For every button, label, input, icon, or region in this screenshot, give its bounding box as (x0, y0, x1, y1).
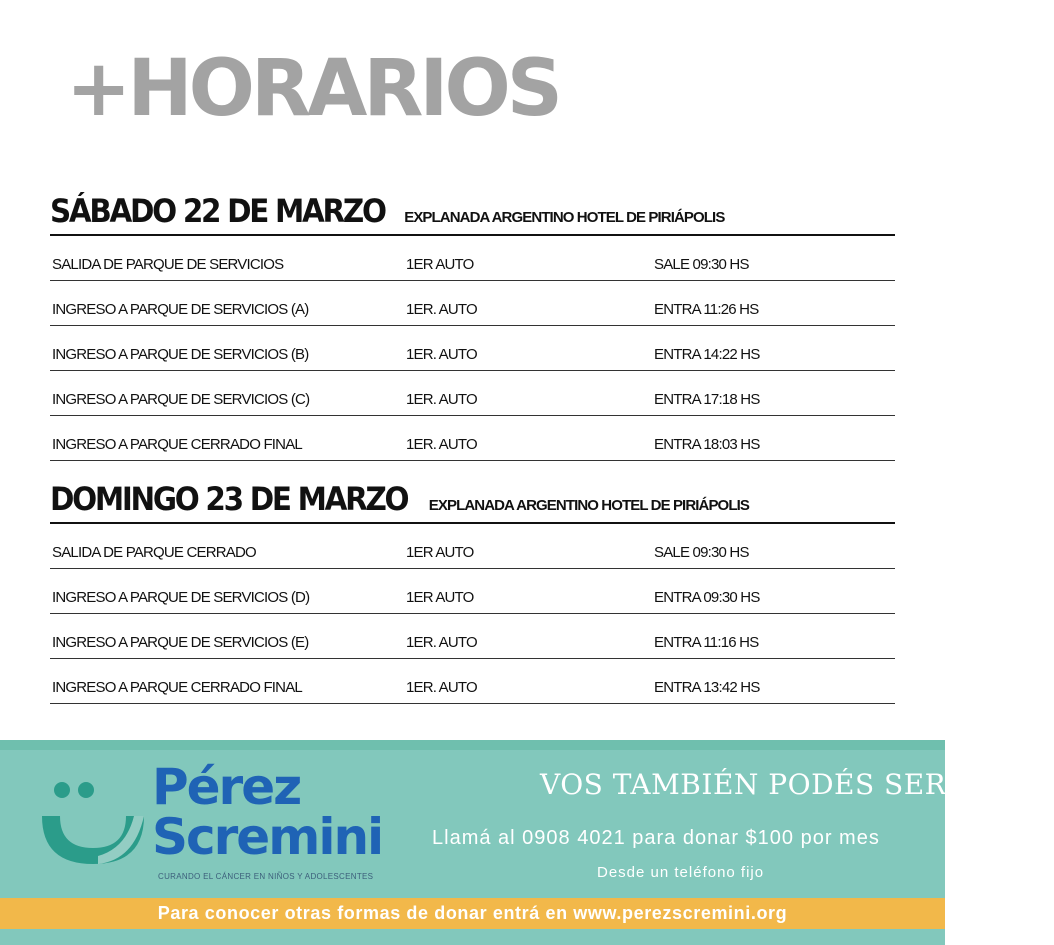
smile-logo-icon (38, 778, 148, 868)
car-cell: 1ER. AUTO (406, 391, 477, 408)
event-cell: SALIDA DE PARQUE DE SERVICIOS (52, 256, 284, 273)
table-row (50, 281, 895, 326)
schedule-saturday (50, 192, 895, 461)
day-title: SÁBADO 22 DE MARZO (50, 192, 385, 230)
table-row (50, 614, 895, 659)
day-venue: EXPLANADA ARGENTINO HOTEL DE PIRIÁPOLIS (428, 497, 749, 514)
table-row (50, 659, 895, 704)
event-cell: INGRESO A PARQUE CERRADO FINAL (52, 679, 302, 696)
event-cell: INGRESO A PARQUE CERRADO FINAL (52, 436, 302, 453)
day-title: DOMINGO 23 DE MARZO (50, 480, 408, 518)
banner-bottom-stripe (0, 929, 945, 945)
event-cell: INGRESO A PARQUE DE SERVICIOS (A) (52, 301, 309, 318)
car-cell: 1ER. AUTO (406, 436, 477, 453)
brand-tagline: CURANDO EL CÁNCER EN NIÑOS Y ADOLESCENTES (158, 872, 374, 881)
table-row (50, 326, 895, 371)
car-cell: 1ER. AUTO (406, 679, 477, 696)
schedule-sunday (50, 480, 895, 704)
time-cell: SALE 09:30 HS (654, 256, 749, 273)
event-cell: INGRESO A PARQUE DE SERVICIOS (C) (52, 391, 310, 408)
cta-sub-text: Desde un teléfono fijo (597, 864, 765, 881)
time-cell: ENTRA 11:26 HS (654, 301, 759, 318)
table-row (50, 569, 895, 614)
day-header (50, 480, 895, 524)
event-cell: INGRESO A PARQUE DE SERVICIOS (E) (52, 634, 309, 651)
car-cell: 1ER AUTO (406, 589, 474, 606)
table-row (50, 524, 895, 569)
table-row (50, 236, 895, 281)
banner-top-stripe (0, 740, 945, 750)
car-cell: 1ER. AUTO (406, 346, 477, 363)
page-title: +HORARIOS (66, 44, 559, 134)
time-cell: ENTRA 14:22 HS (654, 346, 760, 363)
event-cell: INGRESO A PARQUE DE SERVICIOS (D) (52, 589, 310, 606)
time-cell: ENTRA 17:18 HS (654, 391, 760, 408)
brand-name-line1: Pérez (152, 758, 301, 816)
car-cell: 1ER. AUTO (406, 634, 477, 651)
car-cell: 1ER. AUTO (406, 301, 477, 318)
footer-donate-link[interactable]: Para conocer otras formas de donar entrá en www.perezscremini.org (0, 898, 945, 929)
brand-logo (152, 758, 383, 866)
time-cell: ENTRA 11:16 HS (654, 634, 759, 651)
cta-call-text: Llamá al 0908 4021 para donar $100 por mes (432, 827, 880, 849)
day-venue: EXPLANADA ARGENTINO HOTEL DE PIRIÁPOLIS (404, 209, 725, 226)
time-cell: ENTRA 09:30 HS (654, 589, 760, 606)
event-cell: SALIDA DE PARQUE CERRADO (52, 544, 256, 561)
time-cell: ENTRA 13:42 HS (654, 679, 760, 696)
table-row (50, 371, 895, 416)
time-cell: SALE 09:30 HS (654, 544, 749, 561)
car-cell: 1ER AUTO (406, 544, 474, 561)
time-cell: ENTRA 18:03 HS (654, 436, 760, 453)
day-header (50, 192, 895, 236)
cta-headline: VOS TAMBIÉN PODÉS SER PARTE (540, 768, 1054, 801)
car-cell: 1ER AUTO (406, 256, 474, 273)
brand-name-line2: Scremini (152, 808, 383, 866)
event-cell: INGRESO A PARQUE DE SERVICIOS (B) (52, 346, 309, 363)
table-row (50, 416, 895, 461)
